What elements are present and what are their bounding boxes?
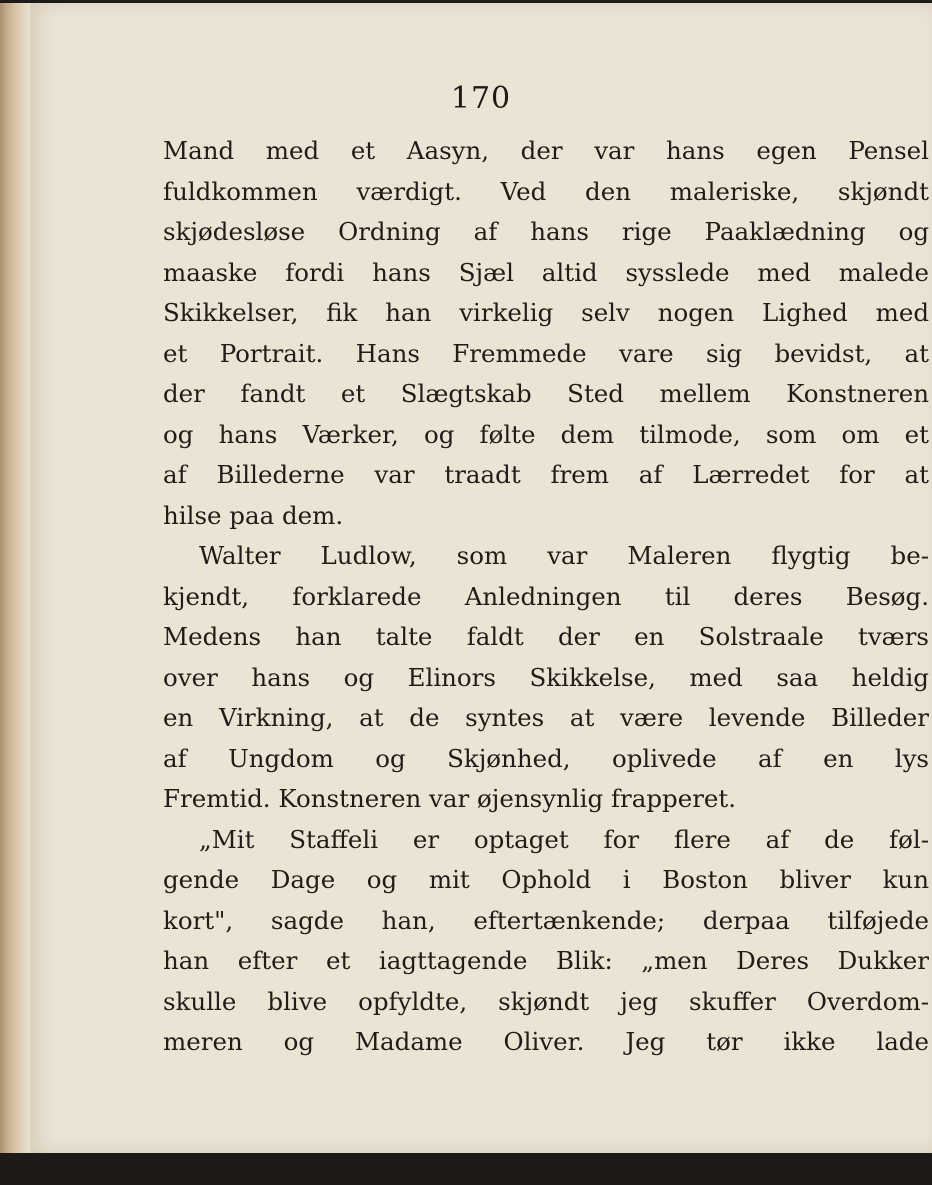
book-page <box>30 3 932 1153</box>
text-line: meren og Madame Oliver. Jeg tør ikke lade <box>163 1027 929 1056</box>
text-line: et Portrait. Hans Fremmede vare sig bevidst, at <box>163 338 929 368</box>
text-line: af Billederne var traadt frem af Lærredet for at <box>163 460 929 489</box>
book-spine-shadow <box>0 3 32 1153</box>
text-line: Fremtid. Konstneren var øjensynlig frapperet. <box>163 784 737 813</box>
text-line: kjendt, forklarede Anledningen til deres Besøg. <box>163 581 929 611</box>
text-line: der fandt et Slægtskab Sted mellem Konstneren <box>163 379 929 408</box>
text-line: kort", sagde han, eftertænkende; derpaa tilføjede <box>163 905 929 935</box>
text-line: „Mit Staffeli er optaget for flere af de føl- <box>199 824 929 854</box>
text-line: fuldkommen værdigt. Ved den maleriske, skjøndt <box>163 176 929 206</box>
text-line: hilse paa dem. <box>163 500 344 530</box>
text-line: gende Dage og mit Ophold i Boston bliver kun <box>163 865 929 894</box>
text-line: og hans Værker, og følte dem tilmode, som om et <box>163 419 929 449</box>
text-line: af Ungdom og Skjønhed, oplivede af en lys <box>163 743 929 773</box>
text-line: Medens han talte faldt der en Solstraale tværs <box>163 622 929 651</box>
text-line: en Virkning, at de syntes at være levende Billeder <box>163 703 929 732</box>
text-line: skulle blive opfyldte, skjøndt jeg skuffer Overdom- <box>163 986 929 1016</box>
text-line: maaske fordi hans Sjæl altid sysslede med malede <box>163 257 929 287</box>
text-line: han efter et iagttagende Blik: „men Deres Dukker <box>163 946 929 975</box>
text-line: Mand med et Aasyn, der var hans egen Pensel <box>163 136 929 165</box>
page-number: 170 <box>450 81 512 116</box>
bottom-edge-shadow <box>0 1153 932 1185</box>
body-text <box>163 131 929 1063</box>
text-line: skjødesløse Ordning af hans rige Paaklædning og <box>163 217 929 246</box>
text-line: Skikkelser, fik han virkelig selv nogen Lighed med <box>163 298 929 327</box>
text-line: Walter Ludlow, som var Maleren flygtig be- <box>199 541 929 570</box>
text-line: over hans og Elinors Skikkelse, med saa heldig <box>163 662 929 692</box>
